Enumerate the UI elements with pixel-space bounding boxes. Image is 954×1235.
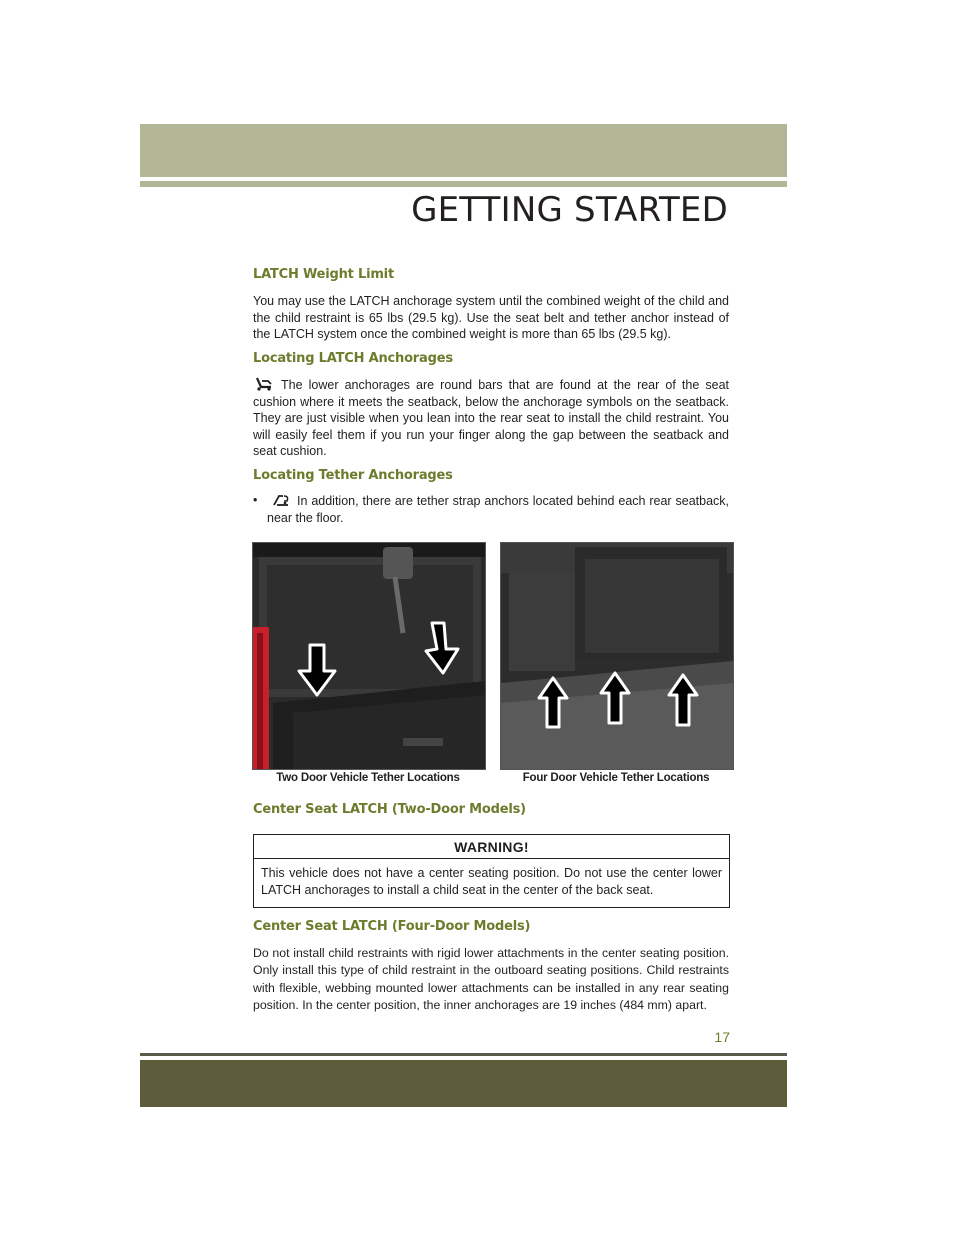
locating-latch-heading: Locating LATCH Anchorages [253, 351, 453, 366]
latch-weight-body: You may use the LATCH anchorage system until the combined weight of the child and the child restraint is 65 lbs (29.5 kg). Use the seat belt and tether anchor instead of the LATCH system once the combined weight is more than 65 lbs (29.5 kg). [253, 294, 729, 341]
center-two-door-heading: Center Seat LATCH (Two-Door Models) [253, 802, 526, 817]
center-four-door-heading: Center Seat LATCH (Four-Door Models) [253, 919, 531, 934]
warning-title: WARNING! [254, 835, 729, 859]
footer-rule [140, 1053, 787, 1056]
latch-weight-heading: LATCH Weight Limit [253, 267, 394, 282]
center-four-door-body: Do not install child restraints with rigid lower attachments in the center seating position. Only install this type of child restraint in the outboard seating positions. Child restraints with flexible, webbing mounted lower attachments can be installed in any rear seating position. In the center position, the inner anchorages are 19 inches (484 mm) apart. [253, 946, 729, 1012]
header-stripe [140, 181, 787, 187]
locating-latch-paragraph [253, 377, 729, 460]
footer-band [140, 1060, 787, 1107]
warning-body: This vehicle does not have a center seating position. Do not use the center lower LATCH anchorages to install a child seat in the center of the back seat. [261, 866, 722, 897]
two-door-caption: Two Door Vehicle Tether Locations [276, 772, 460, 784]
header-band [140, 124, 787, 177]
locating-latch-body: The lower anchorages are round bars that are found at the rear of the seat cushion where it meets the seatback, below the anchorage symbols on the seatback. They are just visible when you lean into the rear seat to install the child restraint. You will easily feel them if you run your finger along the gap between the seatback and seat cushion. [253, 378, 729, 458]
locating-tether-body: In addition, there are tether strap anchors located behind each rear seatback, near the floor. [267, 494, 729, 525]
bullet-marker: • [253, 493, 258, 507]
page-number: 17 [714, 1029, 730, 1045]
four-door-tether-photo [500, 542, 734, 770]
two-door-tether-photo [252, 542, 486, 770]
four-door-caption: Four Door Vehicle Tether Locations [522, 772, 710, 784]
tether-anchor-icon [271, 493, 291, 507]
section-title: GETTING STARTED [411, 190, 728, 230]
locating-tether-heading: Locating Tether Anchorages [253, 468, 453, 483]
lower-anchor-icon [253, 377, 275, 391]
warning-box [253, 834, 730, 908]
locating-tether-paragraph [267, 493, 729, 526]
